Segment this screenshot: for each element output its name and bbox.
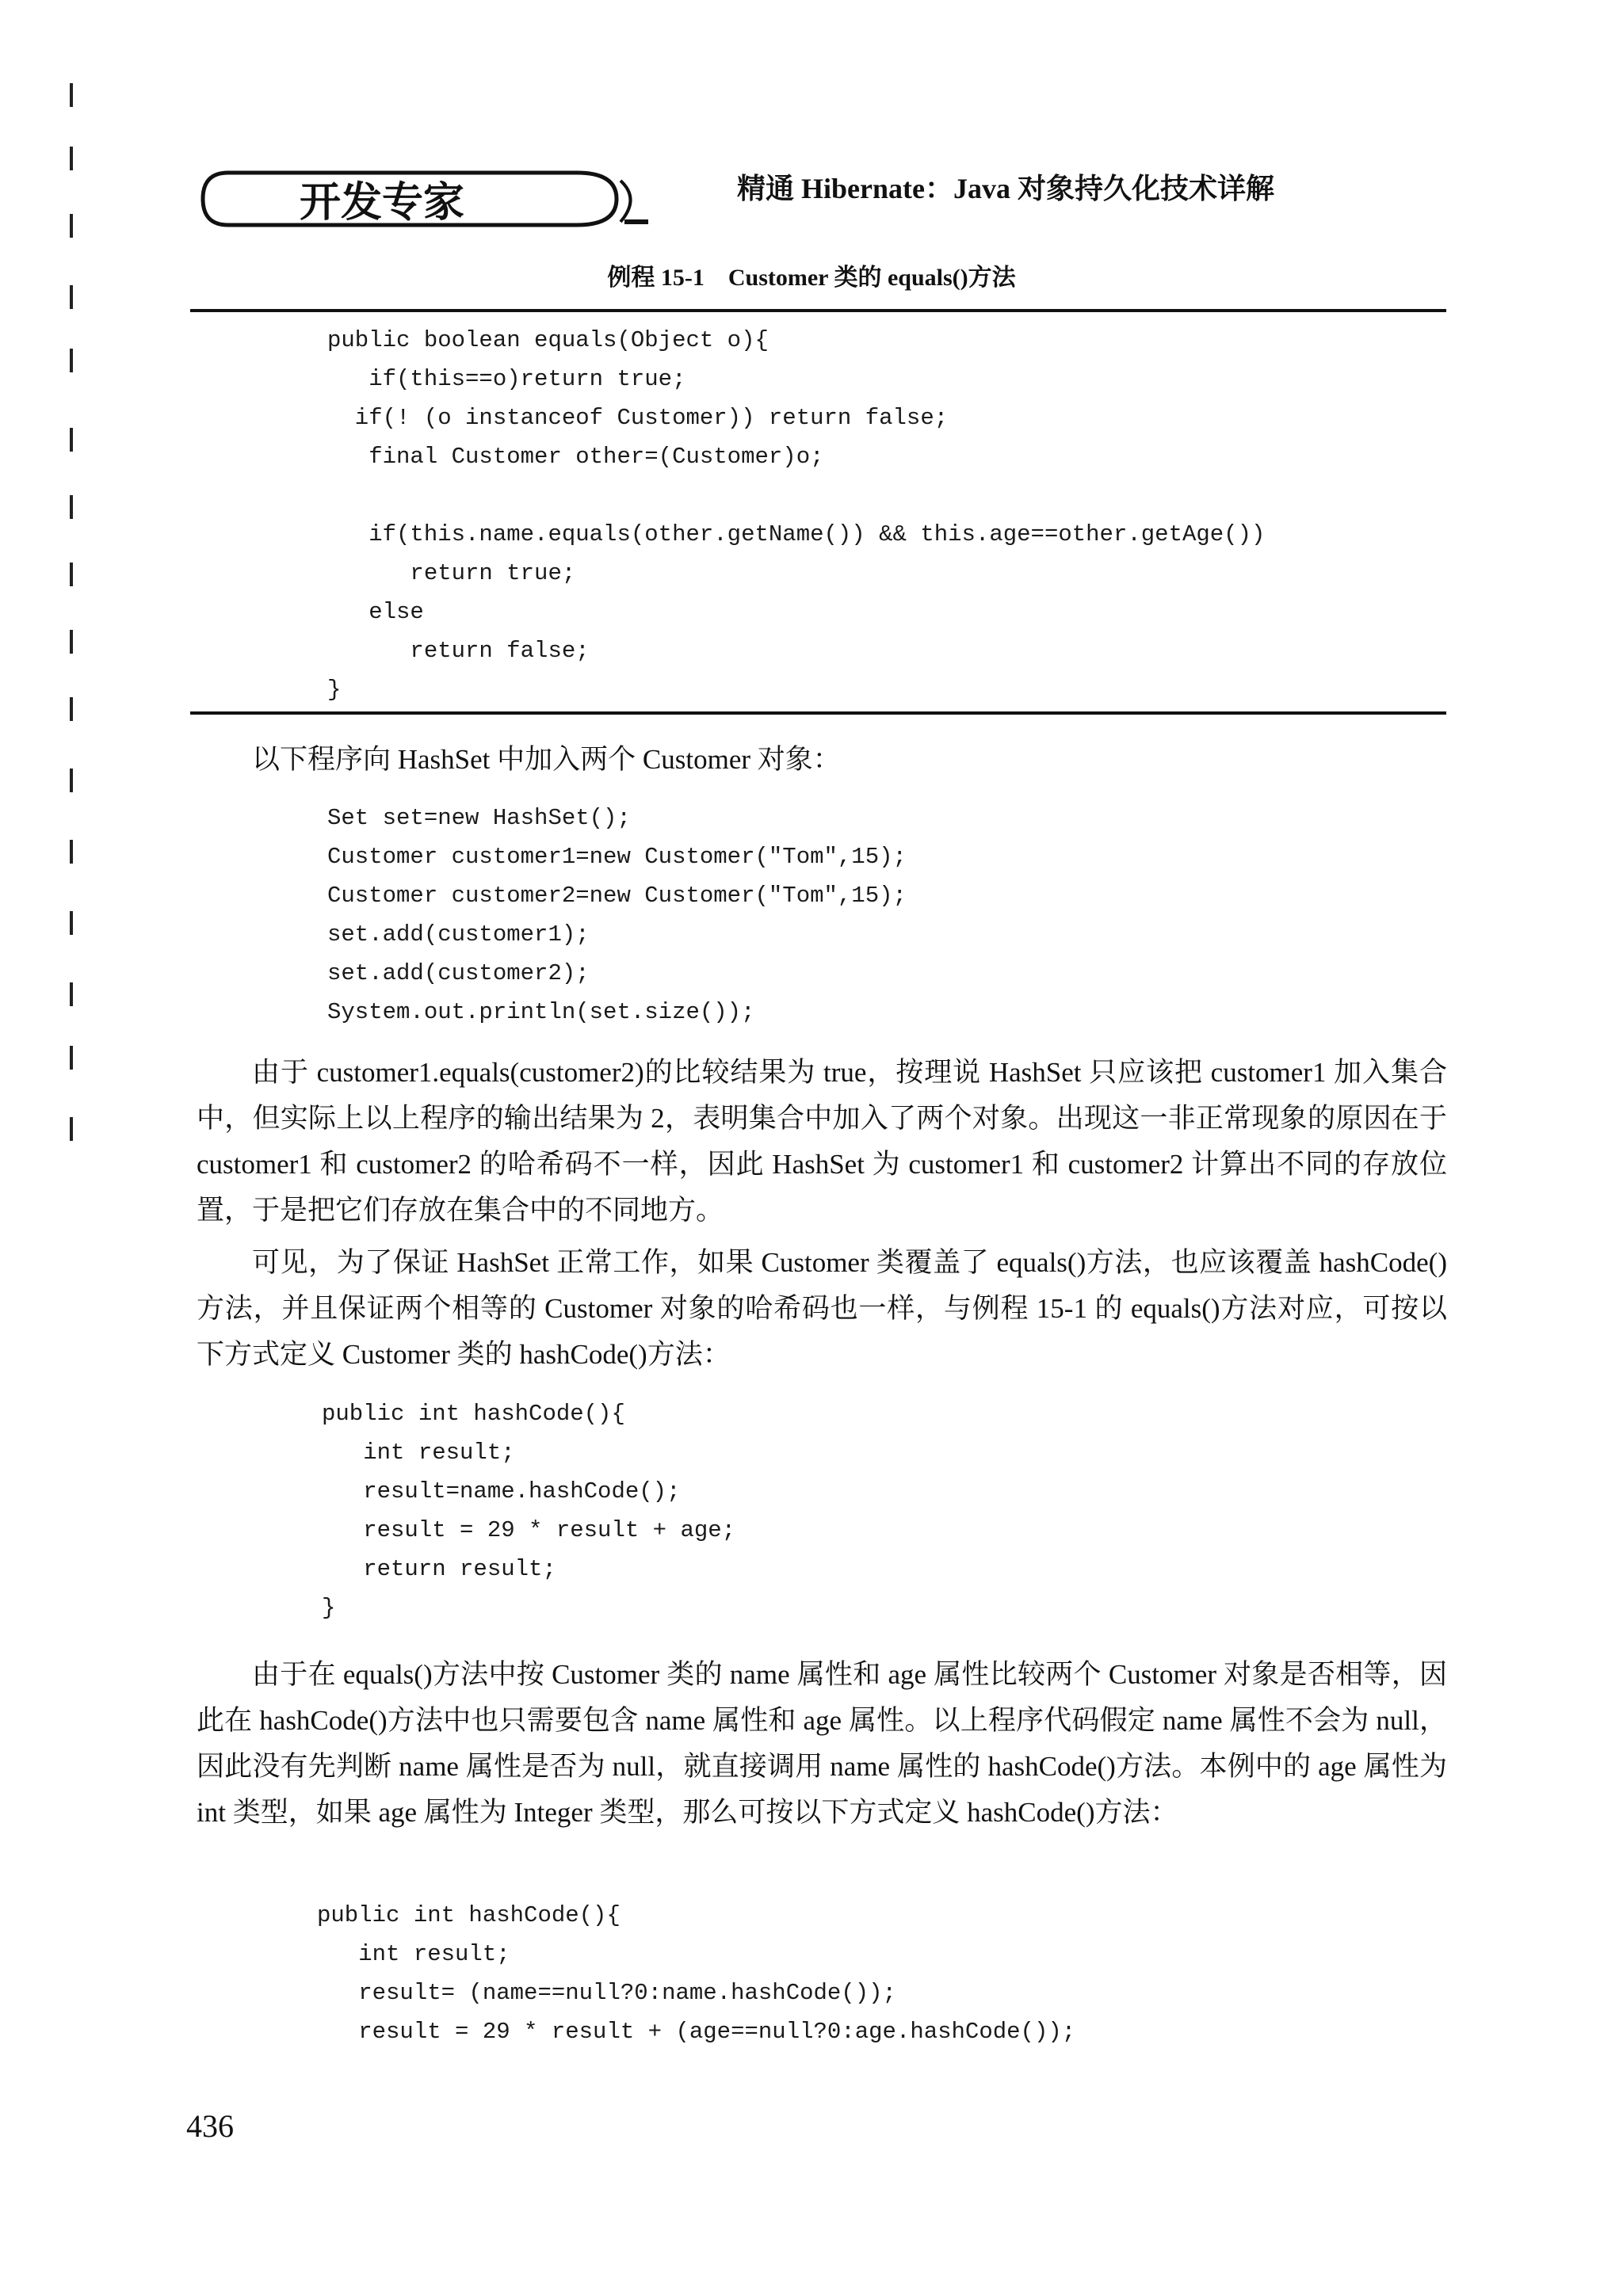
book-title: 精通 Hibernate：Java 对象持久化技术详解 <box>737 173 1274 204</box>
intro-text: 以下程序向 HashSet 中加入两个 Customer 对象： <box>252 744 841 775</box>
code-hashset: Set set=new HashSet(); Customer customer1=new Customer("Tom",15); Customer customer2=new Customer("Tom",15); set.add(customer1); set.add(customer2); System.out.println(set.size()); <box>327 805 907 1025</box>
series-logo <box>197 166 648 231</box>
code-hashcode-2: public int hashCode(){ int result; result= (name==null?0:name.hashCode()); result = 29 * result + (age==null?0:age.hashCode()); <box>317 1902 1076 2045</box>
code-rule-top <box>190 309 1446 312</box>
code-equals: public boolean equals(Object o){ if(this==o)return true; if(! (o instanceof Customer)) return false; final Customer other=(Customer)o; if(this.name.equals(other.getName()) && this.age==other.getAge()) return true; else return false; } <box>327 327 1266 703</box>
paragraph-2: 可见，为了保证 HashSet 正常工作，如果 Customer 类覆盖了 equals()方法，也应该覆盖 hashCode()方法，并且保证两个相等的 Customer 对象的哈希码也一样，与例程 15-1 的 equals()方法对应，可按以下方式定义 Customer 类的 hashCode()方法： <box>197 1247 1447 1370</box>
logo-text: 开发专家 <box>300 180 465 226</box>
page-number: 436 <box>186 2108 234 2144</box>
code-hashcode-1: public int hashCode(){ int result; result=name.hashCode(); result = 29 * result + age; return result; } <box>322 1401 736 1621</box>
example-caption: 例程 15-1 Customer 类的 equals()方法 <box>607 265 1016 291</box>
paragraph-1: 由于 customer1.equals(customer2)的比较结果为 true，按理说 HashSet 只应该把 customer1 加入集合中，但实际上以上程序的输出结果为 2，表明集合中加入了两个对象。出现这一非正常现象的原因在于 customer1 和 customer2 的哈希码不一样，因此 HashSet 为 customer1 和 customer2 计算出不同的存放位置，于是把它们存放在集合中的不同地方。 <box>197 1057 1447 1226</box>
code-rule-bottom <box>190 711 1446 715</box>
paragraph-3: 由于在 equals()方法中按 Customer 类的 name 属性和 age 属性比较两个 Customer 对象是否相等，因此在 hashCode()方法中也只需要包含 name 属性和 age 属性。以上程序代码假定 name 属性不会为 null，因此没有先判断 name 属性是否为 null，就直接调用 name 属性的 hashCode()方法。本例中的 age 属性为 int 类型，如果 age 属性为 Integer 类型，那么可按以下方式定义 hashCode()方法： <box>197 1659 1447 1828</box>
